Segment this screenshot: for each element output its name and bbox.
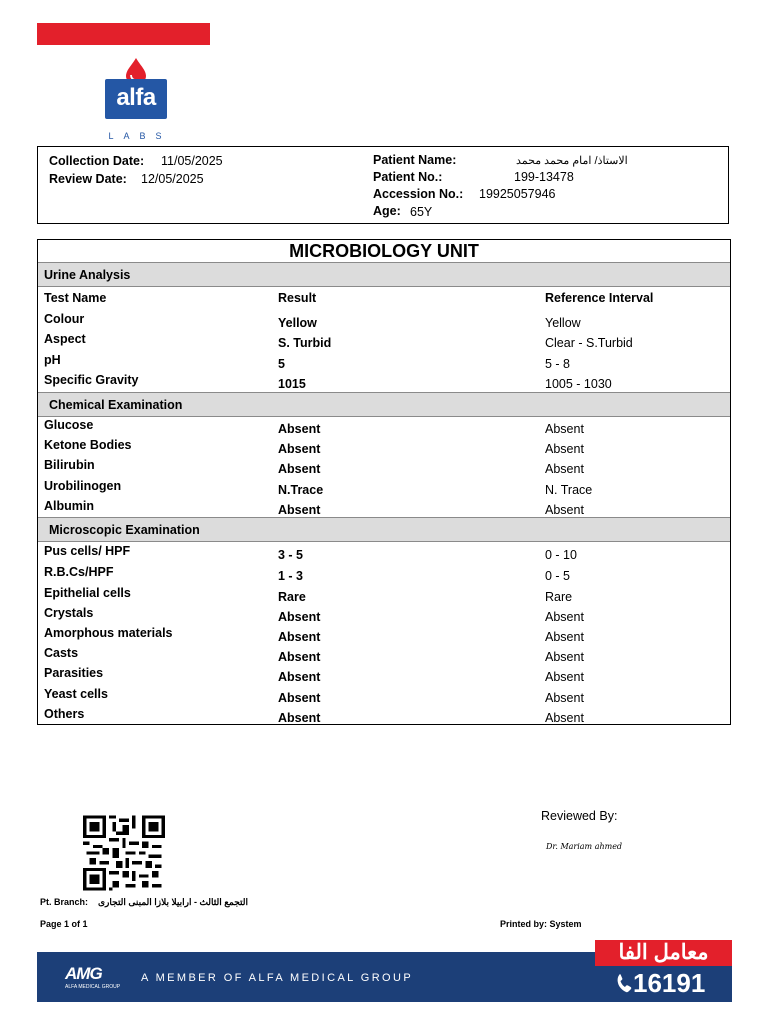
table-row [38, 310, 730, 330]
table-row [38, 416, 730, 436]
reference-interval: Absent [545, 691, 584, 705]
accession-no-value: 19925057946 [479, 187, 556, 201]
reference-interval: Absent [545, 462, 584, 476]
phone-number-text: 16191 [633, 968, 706, 998]
test-name: pH [44, 353, 61, 367]
table-row [38, 705, 730, 725]
section-microscopic-examination [38, 517, 730, 542]
test-name: Colour [44, 312, 85, 326]
reference-interval: Absent [545, 503, 584, 517]
arabic-brand-text: معامل الفا [618, 941, 709, 964]
header-reference: Reference Interval [545, 291, 654, 305]
amg-logo-subtext: ALFA MEDICAL GROUP [65, 984, 121, 990]
reference-interval: 0 - 5 [545, 569, 571, 583]
section-microscopic-label: Microscopic Examination [49, 522, 200, 537]
review-date-label: Review Date: [49, 172, 127, 186]
test-name: Ketone Bodies [44, 438, 132, 452]
qr-code [83, 815, 165, 891]
test-name: Epithelial cells [44, 586, 131, 600]
results-table [37, 239, 731, 725]
patient-info-box [37, 146, 729, 224]
reference-interval: Absent [545, 650, 584, 664]
table-row [38, 685, 730, 705]
table-row [38, 436, 730, 456]
test-result: S. Turbid [278, 336, 332, 350]
section-urine-label: Urine Analysis [44, 267, 131, 282]
table-row [38, 563, 730, 583]
printed-by: Printed by: System [500, 919, 582, 929]
test-name: Specific Gravity [44, 373, 139, 387]
test-name: Pus cells/ HPF [44, 544, 131, 558]
section-urine-analysis [38, 262, 730, 287]
reference-interval: 5 - 8 [545, 357, 571, 371]
table-row [38, 497, 730, 517]
amg-logo [65, 964, 125, 992]
reference-interval: Absent [545, 630, 584, 644]
test-name: Crystals [44, 606, 94, 620]
footer-band [37, 941, 732, 1002]
table-row [38, 330, 730, 350]
table-row [38, 584, 730, 604]
patient-no-label: Patient No.: [373, 170, 443, 184]
reference-interval: Absent [545, 610, 584, 624]
test-name: Bilirubin [44, 458, 95, 472]
test-result: Absent [278, 442, 321, 456]
test-result: 5 [278, 357, 285, 371]
table-header [38, 288, 730, 308]
test-name: Yeast cells [44, 687, 108, 701]
reference-interval: Absent [545, 711, 584, 725]
test-result: Absent [278, 630, 321, 644]
test-name: Glucose [44, 418, 94, 432]
table-row [38, 477, 730, 497]
test-result: Absent [278, 503, 321, 517]
patient-name-value: الاستاذ/ امام محمد محمد [516, 155, 628, 167]
test-result: N.Trace [278, 483, 324, 497]
branch-label: Pt. Branch: [40, 897, 89, 907]
amg-logo-text: AMG [65, 964, 102, 983]
test-name: Others [44, 707, 85, 721]
test-result: Absent [278, 650, 321, 664]
table-row [38, 664, 730, 684]
section-chemical-label: Chemical Examination [49, 397, 183, 412]
phone-number [617, 968, 705, 999]
test-name: R.B.Cs/HPF [44, 565, 114, 579]
test-name: Urobilinogen [44, 479, 122, 493]
collection-date-label: Collection Date: [49, 154, 145, 168]
patient-no-value: 199-13478 [514, 170, 574, 184]
reviewer-signature: Dr. Mariam ahmed [546, 842, 623, 851]
alfa-labs-logo [105, 57, 172, 145]
patient-name-label: Patient Name: [373, 153, 457, 167]
arabic-brand-block [595, 940, 732, 966]
test-result: Absent [278, 691, 321, 705]
logo-brand-text: alfa [116, 84, 156, 111]
test-result: Rare [278, 590, 306, 604]
logo-sub-text: LABS [108, 131, 172, 141]
accession-no-label: Accession No.: [373, 187, 464, 201]
test-result: Absent [278, 670, 321, 684]
collection-date-value: 11/05/2025 [161, 154, 223, 168]
reference-interval: Clear - S.Turbid [545, 336, 633, 350]
table-row [38, 604, 730, 624]
header-test-name: Test Name [44, 291, 107, 305]
test-result: 1015 [278, 377, 306, 391]
test-result: 3 - 5 [278, 548, 304, 562]
test-result: 1 - 3 [278, 569, 304, 583]
reference-interval: 1005 - 1030 [545, 377, 612, 391]
phone-icon [617, 973, 633, 993]
test-result: Absent [278, 422, 321, 436]
reference-interval: N. Trace [545, 483, 593, 497]
test-result: Yellow [278, 316, 317, 330]
review-date-value: 12/05/2025 [141, 172, 204, 186]
table-row [38, 456, 730, 476]
header-result: Result [278, 291, 317, 305]
table-row [38, 644, 730, 664]
test-result: Absent [278, 462, 321, 476]
reference-interval: Absent [545, 442, 584, 456]
member-text: A MEMBER OF ALFA MEDICAL GROUP [141, 972, 414, 984]
section-chemical-examination [38, 392, 730, 417]
test-name: Amorphous materials [44, 626, 173, 640]
page-number: Page 1 of 1 [40, 919, 88, 929]
test-name: Aspect [44, 332, 86, 346]
age-value: 65Y [410, 205, 433, 219]
header-red-bar [37, 23, 210, 45]
test-name: Albumin [44, 499, 94, 513]
test-result: Absent [278, 711, 321, 725]
branch-value: التجمع الثالث - ارابيلا بلازا المبنى التجارى [98, 897, 248, 907]
age-label: Age: [373, 204, 401, 218]
table-row [38, 351, 730, 371]
test-result: Absent [278, 610, 321, 624]
reference-interval: Yellow [545, 316, 581, 330]
reference-interval: Absent [545, 422, 584, 436]
table-row [38, 371, 730, 391]
reviewed-by-label: Reviewed By: [541, 809, 618, 823]
unit-title: MICROBIOLOGY UNIT [289, 241, 479, 261]
test-name: Parasities [44, 666, 104, 680]
test-name: Casts [44, 646, 79, 660]
reference-interval: Absent [545, 670, 584, 684]
table-row [38, 624, 730, 644]
reference-interval: Rare [545, 590, 573, 604]
table-row [38, 542, 730, 562]
reference-interval: 0 - 10 [545, 548, 577, 562]
